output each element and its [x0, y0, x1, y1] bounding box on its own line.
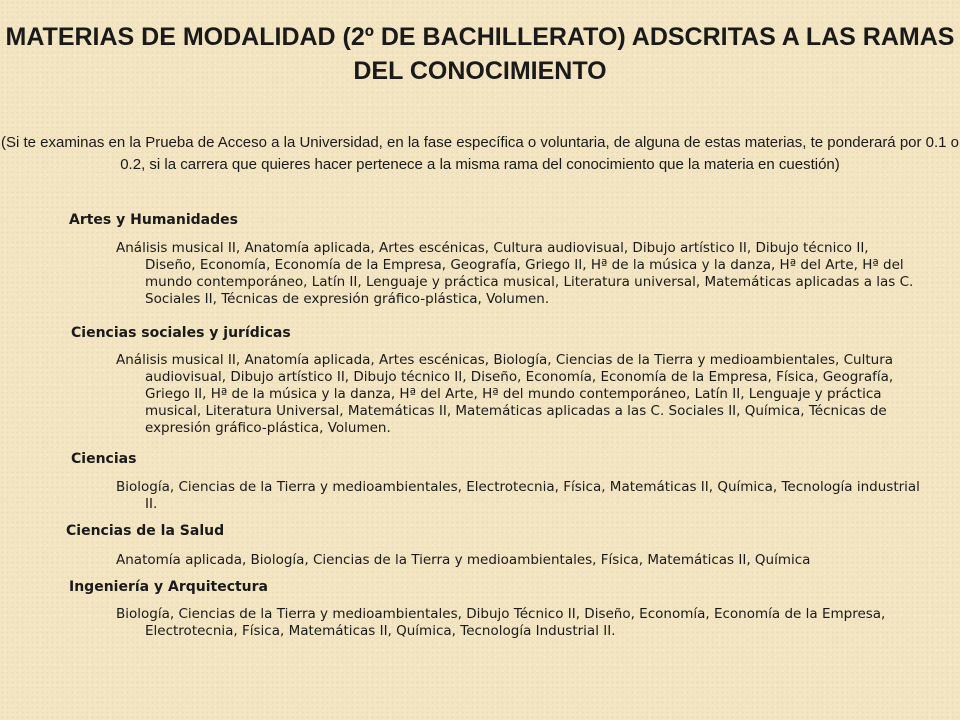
rama-heading-ciencias-salud: Ciencias de la Salud — [66, 523, 225, 539]
rama-subjects-ciencias: Biología, Ciencias de la Tierra y medioambientales, Electrotecnia, Física, Matemáticas II, Química, Tecnología industrial II. — [116, 479, 920, 512]
rama-heading-artes-humanidades: Artes y Humanidades — [69, 212, 238, 228]
rama-subjects-artes-humanidades: Análisis musical II, Anatomía aplicada, Artes escénicas, Cultura audiovisual, Dibujo artístico II, Dibujo técnico II, Diseño, Economía, Economía de la Empresa, Geografía, Griego II, Hª de la música y la danza, Hª del Arte, Hª del mundo contemporáneo, Latín II, Lenguaje y práctica musical, Literatura universal, Matemáticas aplicadas a las C. Sociales II, Técnicas de expresión gráfico-plástica, Volumen. — [116, 240, 914, 307]
rama-heading-ingenieria-arquitectura: Ingeniería y Arquitectura — [69, 579, 269, 595]
rama-heading-ciencias-sociales: Ciencias sociales y jurídicas — [71, 325, 291, 341]
page-subtitle: (Si te examinas en la Prueba de Acceso a la Universidad, en la fase específica o voluntaria, de alguna de estas materias, te ponderará por 0.1 o 0.2, si la carrera que quieres hacer pertenece a la misma rama del conocimiento que la materia en cuestión) — [0, 134, 960, 173]
rama-subjects-ciencias-sociales: Análisis musical II, Anatomía aplicada, Artes escénicas, Biología, Ciencias de la Tierra y medioambientales, Cultura audiovisual, Dibujo artístico II, Dibujo técnico II, Diseño, Economía, Economía de la Empresa, Física, Geografía, Griego II, Hª de la música y la danza, Hª del Arte, Hª del mundo contemporáneo, Latín II, Lenguaje y práctica musical, Literatura Universal, Matemáticas II, Matemáticas aplicadas a las C. Sociales II, Química, Técnicas de expresión gráfico-plástica, Volumen. — [116, 352, 894, 436]
page-title: MATERIAS DE MODALIDAD (2º DE BACHILLERATO) ADSCRITAS A LAS RAMAS DEL CONOCIMIENTO — [5, 23, 955, 85]
rama-subjects-ingenieria-arquitectura: Biología, Ciencias de la Tierra y medioambientales, Dibujo Técnico II, Diseño, Economía, Economía de la Empresa, Electrotecnia, Física, Matemáticas II, Química, Tecnología Industrial II. — [116, 606, 886, 639]
rama-heading-ciencias: Ciencias — [71, 451, 137, 467]
rama-subjects-ciencias-salud: Anatomía aplicada, Biología, Ciencias de la Tierra y medioambientales, Física, Matemáticas II, Química — [116, 552, 811, 568]
